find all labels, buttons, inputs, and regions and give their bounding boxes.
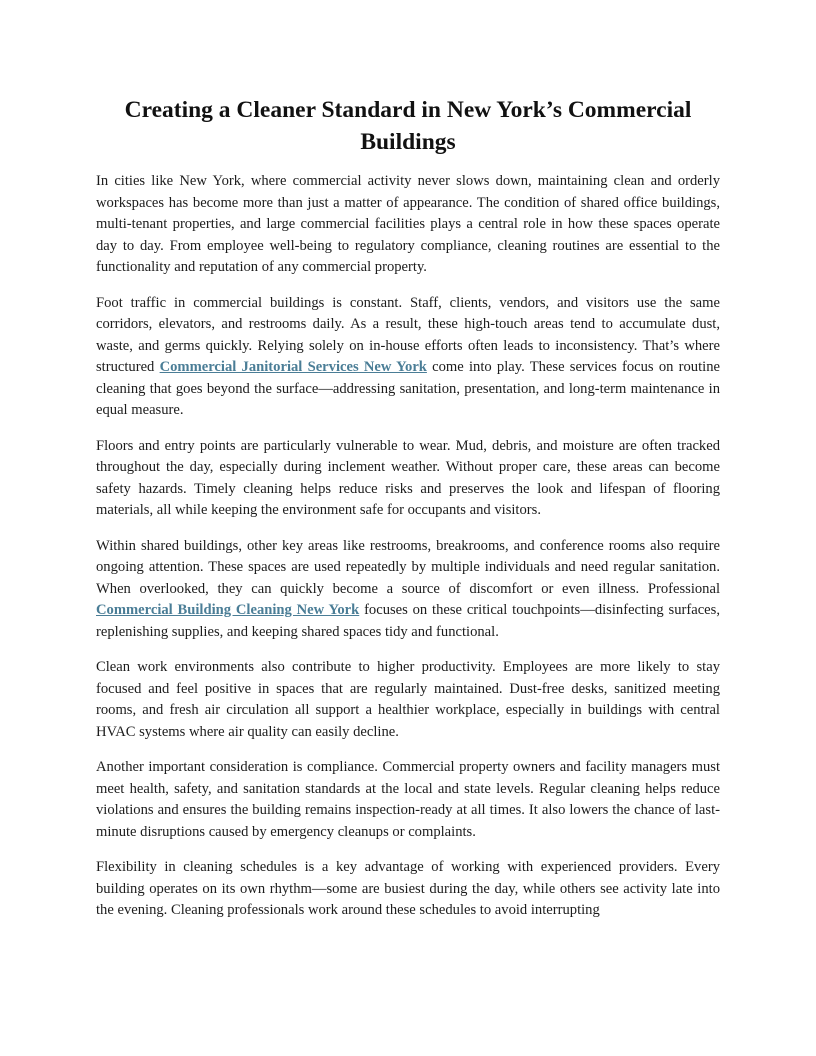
janitorial-services-link[interactable]: Commercial Janitorial Services New York <box>159 359 427 375</box>
document-page <box>96 94 720 936</box>
paragraph-foot-traffic <box>96 293 720 422</box>
paragraph-text: focuses on these critical touchpoints—disinfecting surfaces, replenishing supplies, and keeping shared spaces tidy and functional. <box>96 602 720 640</box>
building-cleaning-link[interactable]: Commercial Building Cleaning New York <box>96 602 360 618</box>
paragraph-text: Within shared buildings, other key areas like restrooms, breakrooms, and conference rooms also require ongoing attention. These spaces are used repeatedly by multiple individuals and need regular sanitation. When overlooked, they can quickly become a source of discomfort or even illness. Professional <box>96 537 720 597</box>
paragraph-productivity: Clean work environments also contribute to higher productivity. Employees are more likely to stay focused and feel positive in spaces that are regularly maintained. Dust-free desks, sanitized meeting rooms, and fresh air circulation all support a healthier workplace, especially in buildings with central HVAC systems where air quality can easily decline. <box>96 659 720 740</box>
paragraph-intro: In cities like New York, where commercial activity never slows down, maintaining clean and orderly workspaces has become more than just a matter of appearance. The condition of shared office buildings, multi-tenant properties, and large commercial facilities plays a central role in how these spaces operate day to day. From employee well-being to regulatory compliance, cleaning routines are essential to the functionality and reputation of any commercial property. <box>96 173 720 275</box>
paragraph-text: Foot traffic in commercial buildings is constant. Staff, clients, vendors, and visitors use the same corridors, elevators, and restrooms daily. As a result, these high-touch areas tend to accumulate dust, waste, and germs quickly. Relying solely on in-house efforts often leads to inconsistency. That’s where structured <box>96 294 720 375</box>
paragraph-shared-areas <box>96 536 720 644</box>
paragraph-flexibility: Flexibility in cleaning schedules is a key advantage of working with experienced providers. Every building operates on its own rhythm—some are busiest during the day, while others see activity late into the evening. Cleaning professionals work around these schedules to avoid interrupting <box>96 859 720 918</box>
paragraph-floors: Floors and entry points are particularly vulnerable to wear. Mud, debris, and moisture are often tracked throughout the day, especially during inclement weather. Without proper care, these areas can become safety hazards. Timely cleaning helps reduce risks and preserves the look and lifespan of flooring materials, all while keeping the environment safe for occupants and visitors. <box>96 437 720 518</box>
page-title: Creating a Cleaner Standard in New York’s Commercial Buildings <box>124 97 692 155</box>
paragraph-text: come into play. These services focus on routine cleaning that goes beyond the surface—addressing sanitation, presentation, and long-term maintenance in equal measure. <box>96 359 720 418</box>
paragraph-compliance: Another important consideration is compliance. Commercial property owners and facility managers must meet health, safety, and sanitation standards at the local and state levels. Regular cleaning helps reduce violations and ensures the building remains inspection-ready at all times. It also lowers the chance of last-minute disruptions caused by emergency cleanups or complaints. <box>96 759 720 840</box>
